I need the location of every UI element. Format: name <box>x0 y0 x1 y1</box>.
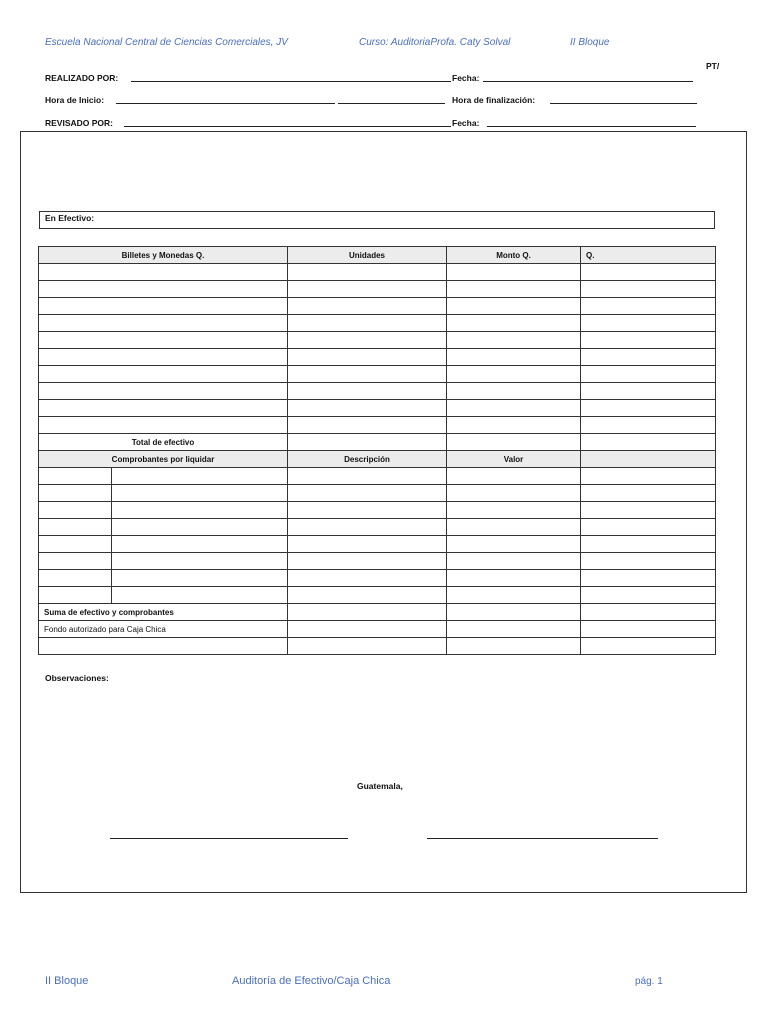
footer-title: Auditoría de Efectivo/Caja Chica <box>232 975 391 987</box>
hora-inicio-label: Hora de Inicio: <box>45 95 105 105</box>
total-efectivo-label: Total de efectivo <box>39 434 288 451</box>
header-billetes: Billetes y Monedas Q. <box>39 247 288 264</box>
table-row[interactable] <box>39 570 716 587</box>
hora-fin-label: Hora de finalización: <box>452 95 536 105</box>
fondo-label: Fondo autorizado para Caja Chica <box>39 621 288 638</box>
table-row[interactable] <box>39 536 716 553</box>
suma-row[interactable] <box>39 604 716 621</box>
table-row[interactable] <box>39 485 716 502</box>
signature-line-right[interactable] <box>427 838 658 839</box>
table-row[interactable] <box>39 383 716 400</box>
table-row[interactable] <box>39 349 716 366</box>
footer-block: II Bloque <box>45 975 89 987</box>
place-label: Guatemala, <box>357 781 403 791</box>
table-header-row <box>39 247 716 264</box>
table-row[interactable] <box>39 468 716 485</box>
revisado-label: REVISADO POR: <box>45 118 114 128</box>
header-unidades: Unidades <box>288 247 447 264</box>
table-row[interactable] <box>39 638 716 655</box>
header-descripcion: Descripción <box>288 451 447 468</box>
revisado-field[interactable] <box>124 126 451 127</box>
fecha-label: Fecha: <box>452 73 480 83</box>
school-name: Escuela Nacional Central de Ciencias Comerciales, JV <box>45 37 288 48</box>
table-row[interactable] <box>39 400 716 417</box>
observaciones-label: Observaciones: <box>45 673 109 683</box>
fecha2-label: Fecha: <box>452 118 480 128</box>
table-row[interactable] <box>39 281 716 298</box>
efectivo-box <box>39 211 715 229</box>
fecha2-field[interactable] <box>487 126 696 127</box>
course-info: Curso: AuditoriaProfa. Caty Solval <box>359 37 511 48</box>
table-row[interactable] <box>39 519 716 536</box>
hora-inicio-extra-field[interactable] <box>338 103 445 104</box>
table-row[interactable] <box>39 366 716 383</box>
fecha-field[interactable] <box>483 81 693 82</box>
header-q: Q. <box>581 247 716 264</box>
realizado-label: REALIZADO POR: <box>45 73 119 83</box>
signature-line-left[interactable] <box>110 838 348 839</box>
efectivo-label: En Efectivo: <box>45 213 95 223</box>
table-row[interactable] <box>39 264 716 281</box>
suma-label: Suma de efectivo y comprobantes <box>39 604 288 621</box>
header-comprobantes: Comprobantes por liquidar <box>39 451 288 468</box>
hora-fin-field[interactable] <box>550 103 697 104</box>
pt-label: PT/ <box>706 61 720 71</box>
table-row[interactable] <box>39 298 716 315</box>
table-row[interactable] <box>39 332 716 349</box>
hora-inicio-field[interactable] <box>116 103 335 104</box>
comprobantes-header-row <box>39 451 716 468</box>
header-monto: Monto Q. <box>447 247 581 264</box>
block-label: II Bloque <box>570 37 610 48</box>
total-efectivo-row[interactable] <box>39 434 716 451</box>
table-row[interactable] <box>39 502 716 519</box>
page-number: pág. 1 <box>635 976 663 987</box>
cash-count-table <box>38 246 716 655</box>
header-empty <box>581 451 716 468</box>
fondo-row[interactable] <box>39 621 716 638</box>
table-row[interactable] <box>39 315 716 332</box>
realizado-field[interactable] <box>131 81 451 82</box>
table-row[interactable] <box>39 417 716 434</box>
header-valor: Valor <box>447 451 581 468</box>
table-row[interactable] <box>39 553 716 570</box>
table-row[interactable] <box>39 587 716 604</box>
